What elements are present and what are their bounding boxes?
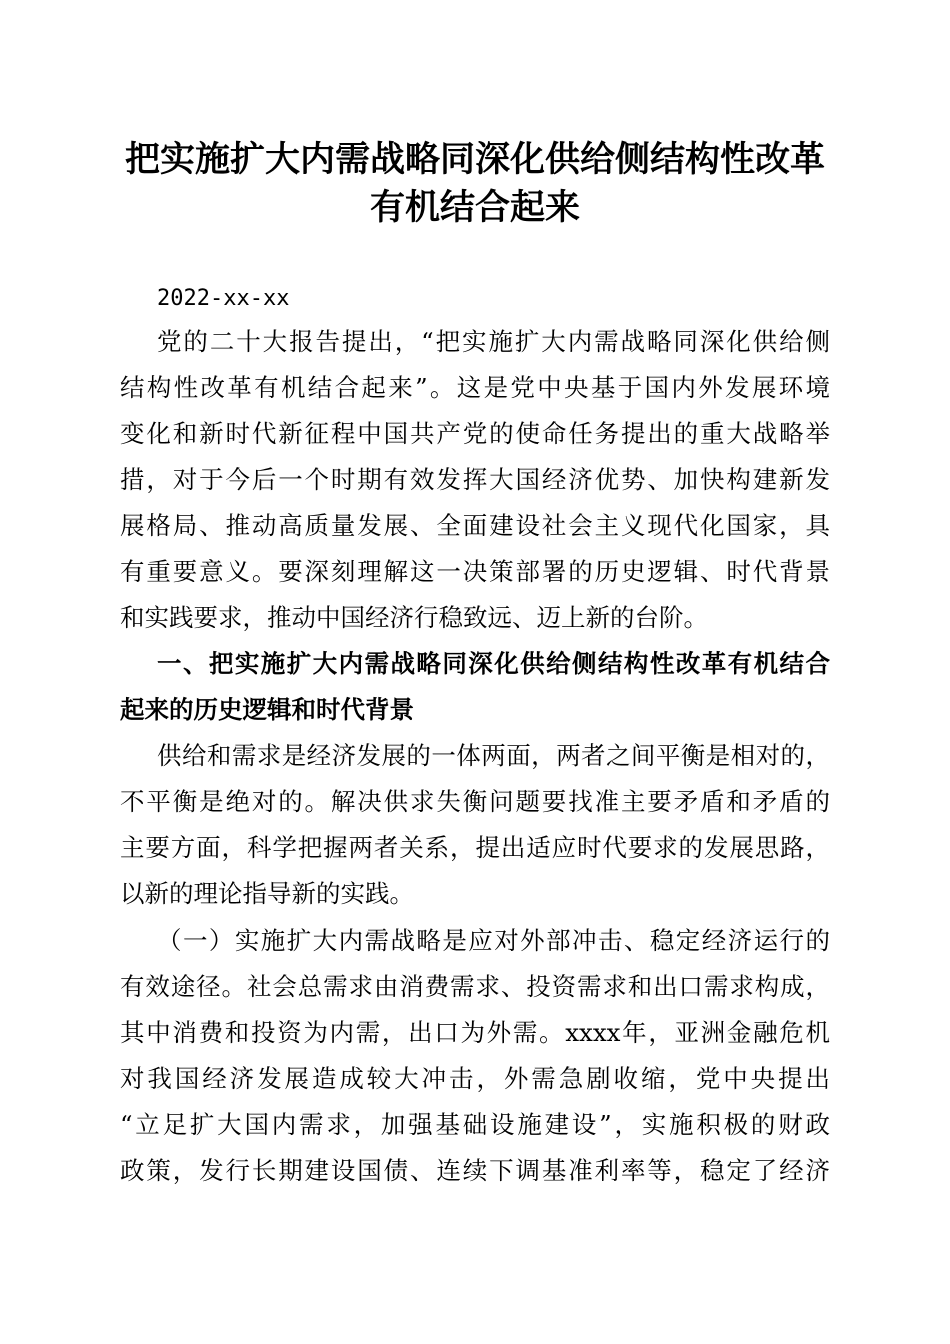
section-heading-line: 起来的历史逻辑和时代背景 — [120, 695, 414, 724]
text-line: 其中消费和投资为内需，出口为外需。xxxx年，亚洲金融危机 — [120, 1018, 830, 1047]
text-line: 对我国经济发展造成较大冲击，外需急剧收缩，党中央提出 — [120, 1064, 830, 1093]
text-line: （一）实施扩大内需战略是应对外部冲击、稳定经济运行的 — [157, 926, 830, 955]
document-title-line-1: 把实施扩大内需战略同深化供给侧结构性改革 — [124, 139, 825, 180]
document-date: 2022-xx-xx — [157, 286, 290, 311]
text-line: 有效途径。社会总需求由消费需求、投资需求和出口需求构成， — [120, 972, 830, 1001]
document-title-line-2: 有机结合起来 — [369, 187, 580, 228]
text-line: 以新的理论指导新的实践。 — [120, 879, 414, 908]
text-line: 有重要意义。要深刻理解这一决策部署的历史逻辑、时代背景 — [120, 557, 830, 586]
text-line: 政策，发行长期建设国债、连续下调基准利率等，稳定了经济 — [120, 1156, 830, 1185]
text-line: “立足扩大国内需求，加强基础设施建设”，实施积极的财政 — [120, 1110, 830, 1139]
text-line: 不平衡是绝对的。解决供求失衡问题要找准主要矛盾和矛盾的 — [120, 787, 830, 816]
text-line: 结构性改革有机结合起来”。这是党中央基于国内外发展环境 — [120, 373, 830, 402]
text-line: 党的二十大报告提出，“把实施扩大内需战略同深化供给侧 — [157, 327, 830, 356]
text-line: 供给和需求是经济发展的一体两面，两者之间平衡是相对的， — [157, 741, 830, 770]
text-line: 展格局、推动高质量发展、全面建设社会主义现代化国家，具 — [120, 511, 830, 540]
text-line: 主要方面，科学把握两者关系，提出适应时代要求的发展思路， — [120, 833, 830, 862]
text-line: 变化和新时代新征程中国共产党的使命任务提出的重大战略举 — [120, 419, 830, 448]
text-line: 和实践要求，推动中国经济行稳致远、迈上新的台阶。 — [120, 603, 708, 632]
section-heading-line: 一、把实施扩大内需战略同深化供给侧结构性改革有机结合 — [157, 649, 830, 678]
text-line: 措，对于今后一个时期有效发挥大国经济优势、加快构建新发 — [120, 465, 830, 494]
